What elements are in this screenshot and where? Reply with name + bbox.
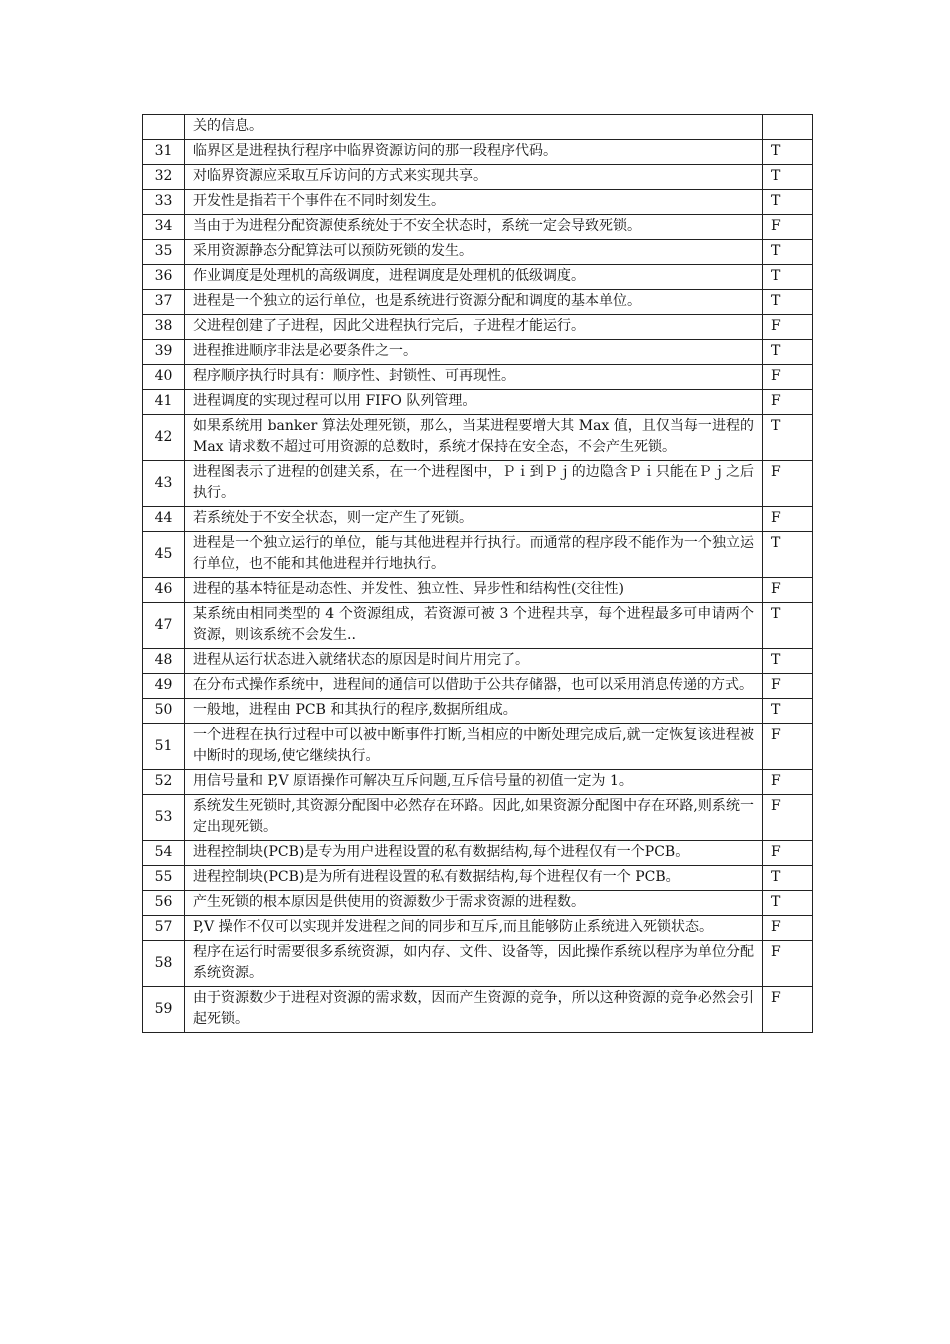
row-statement: 用信号量和 P,V 原语操作可解决互斥问题,互斥信号量的初值一定为 1。 bbox=[185, 770, 763, 795]
row-number: 38 bbox=[143, 315, 185, 340]
table-row bbox=[143, 140, 813, 165]
row-statement: 一般地，进程由 PCB 和其执行的程序,数据所组成。 bbox=[185, 699, 763, 724]
row-answer: F bbox=[763, 916, 813, 941]
row-statement: 进程图表示了进程的创建关系，在一个进程图中，Ｐｉ到Ｐｊ的边隐含Ｐｉ只能在Ｐｊ之后执行。 bbox=[185, 461, 763, 507]
row-number: 36 bbox=[143, 265, 185, 290]
row-statement: P,V 操作不仅可以实现并发进程之间的同步和互斥,而且能够防止系统进入死锁状态。 bbox=[185, 916, 763, 941]
true-false-table bbox=[142, 114, 813, 1033]
row-number: 54 bbox=[143, 841, 185, 866]
table-row bbox=[143, 190, 813, 215]
table-row bbox=[143, 603, 813, 649]
row-statement: 产生死锁的根本原因是供使用的资源数少于需求资源的进程数。 bbox=[185, 891, 763, 916]
row-number: 33 bbox=[143, 190, 185, 215]
table-row bbox=[143, 461, 813, 507]
row-number: 40 bbox=[143, 365, 185, 390]
table-row bbox=[143, 390, 813, 415]
row-answer bbox=[763, 115, 813, 140]
row-answer: F bbox=[763, 365, 813, 390]
row-number: 42 bbox=[143, 415, 185, 461]
table-row bbox=[143, 841, 813, 866]
row-statement: 进程从运行状态进入就绪状态的原因是时间片用完了。 bbox=[185, 649, 763, 674]
row-number: 35 bbox=[143, 240, 185, 265]
table-row bbox=[143, 507, 813, 532]
row-statement: 当由于为进程分配资源使系统处于不安全状态时，系统一定会导致死锁。 bbox=[185, 215, 763, 240]
row-statement: 开发性是指若干个事件在不同时刻发生。 bbox=[185, 190, 763, 215]
row-answer: T bbox=[763, 603, 813, 649]
row-statement: 临界区是进程执行程序中临界资源访问的那一段程序代码。 bbox=[185, 140, 763, 165]
row-number: 44 bbox=[143, 507, 185, 532]
table-row bbox=[143, 265, 813, 290]
row-statement: 在分布式操作系统中，进程间的通信可以借助于公共存储器，也可以采用消息传递的方式。 bbox=[185, 674, 763, 699]
row-answer: T bbox=[763, 190, 813, 215]
row-statement: 进程推进顺序非法是必要条件之一。 bbox=[185, 340, 763, 365]
row-statement: 若系统处于不安全状态，则一定产生了死锁。 bbox=[185, 507, 763, 532]
row-number: 31 bbox=[143, 140, 185, 165]
row-answer: F bbox=[763, 390, 813, 415]
row-answer: T bbox=[763, 265, 813, 290]
row-answer: F bbox=[763, 578, 813, 603]
row-number: 58 bbox=[143, 941, 185, 987]
row-answer: T bbox=[763, 891, 813, 916]
row-number: 46 bbox=[143, 578, 185, 603]
row-number: 47 bbox=[143, 603, 185, 649]
row-number: 56 bbox=[143, 891, 185, 916]
table-row bbox=[143, 340, 813, 365]
row-number: 39 bbox=[143, 340, 185, 365]
row-statement: 作业调度是处理机的高级调度，进程调度是处理机的低级调度。 bbox=[185, 265, 763, 290]
row-answer: F bbox=[763, 987, 813, 1033]
table-row bbox=[143, 315, 813, 340]
row-number: 34 bbox=[143, 215, 185, 240]
row-number: 59 bbox=[143, 987, 185, 1033]
table-row bbox=[143, 365, 813, 390]
table-row bbox=[143, 770, 813, 795]
row-answer: F bbox=[763, 674, 813, 699]
table-row bbox=[143, 115, 813, 140]
row-statement: 进程的基本特征是动态性、并发性、独立性、异步性和结构性(交往性) bbox=[185, 578, 763, 603]
row-statement: 由于资源数少于进程对资源的需求数，因而产生资源的竞争，所以这种资源的竞争必然会引起死锁。 bbox=[185, 987, 763, 1033]
table-row bbox=[143, 215, 813, 240]
row-answer: T bbox=[763, 415, 813, 461]
row-statement: 进程是一个独立运行的单位，能与其他进程并行执行。而通常的程序段不能作为一个独立运行单位，也不能和其他进程并行地执行。 bbox=[185, 532, 763, 578]
row-number: 53 bbox=[143, 795, 185, 841]
row-number: 41 bbox=[143, 390, 185, 415]
table-row bbox=[143, 290, 813, 315]
row-number: 55 bbox=[143, 866, 185, 891]
row-number: 57 bbox=[143, 916, 185, 941]
row-statement: 进程是一个独立的运行单位，也是系统进行资源分配和调度的基本单位。 bbox=[185, 290, 763, 315]
row-number: 48 bbox=[143, 649, 185, 674]
table-row bbox=[143, 795, 813, 841]
row-answer: T bbox=[763, 240, 813, 265]
table-row bbox=[143, 891, 813, 916]
row-number: 45 bbox=[143, 532, 185, 578]
row-statement: 进程调度的实现过程可以用 FIFO 队列管理。 bbox=[185, 390, 763, 415]
row-number: 32 bbox=[143, 165, 185, 190]
row-statement: 一个进程在执行过程中可以被中断事件打断,当相应的中断处理完成后,就一定恢复该进程被中断时的现场,使它继续执行。 bbox=[185, 724, 763, 770]
table-row bbox=[143, 866, 813, 891]
row-answer: F bbox=[763, 941, 813, 987]
table-row bbox=[143, 240, 813, 265]
table-row bbox=[143, 724, 813, 770]
row-answer: T bbox=[763, 532, 813, 578]
table-body bbox=[143, 115, 813, 1033]
row-number: 50 bbox=[143, 699, 185, 724]
row-statement: 系统发生死锁时,其资源分配图中必然存在环路。因此,如果资源分配图中存在环路,则系统一定出现死锁。 bbox=[185, 795, 763, 841]
table-row bbox=[143, 916, 813, 941]
row-number: 51 bbox=[143, 724, 185, 770]
row-answer: F bbox=[763, 724, 813, 770]
row-statement: 关的信息。 bbox=[185, 115, 763, 140]
document-page bbox=[142, 114, 812, 1033]
row-statement: 对临界资源应采取互斥访问的方式来实现共享。 bbox=[185, 165, 763, 190]
row-answer: T bbox=[763, 165, 813, 190]
table-row bbox=[143, 699, 813, 724]
row-answer: T bbox=[763, 649, 813, 674]
row-answer: T bbox=[763, 866, 813, 891]
row-statement: 进程控制块(PCB)是为所有进程设置的私有数据结构,每个进程仅有一个 PCB。 bbox=[185, 866, 763, 891]
row-answer: T bbox=[763, 340, 813, 365]
table-row bbox=[143, 578, 813, 603]
table-row bbox=[143, 532, 813, 578]
row-answer: F bbox=[763, 507, 813, 532]
row-answer: T bbox=[763, 140, 813, 165]
table-row bbox=[143, 941, 813, 987]
row-answer: T bbox=[763, 699, 813, 724]
row-answer: T bbox=[763, 290, 813, 315]
table-row bbox=[143, 165, 813, 190]
row-statement: 某系统由相同类型的 4 个资源组成，若资源可被 3 个进程共享，每个进程最多可申请两个资源，则该系统不会发生.. bbox=[185, 603, 763, 649]
row-answer: F bbox=[763, 770, 813, 795]
row-number: 52 bbox=[143, 770, 185, 795]
row-statement: 父进程创建了子进程，因此父进程执行完后，子进程才能运行。 bbox=[185, 315, 763, 340]
row-statement: 程序在运行时需要很多系统资源，如内存、文件、设备等，因此操作系统以程序为单位分配系统资源。 bbox=[185, 941, 763, 987]
row-answer: F bbox=[763, 215, 813, 240]
row-number: 43 bbox=[143, 461, 185, 507]
row-answer: F bbox=[763, 841, 813, 866]
row-number: 37 bbox=[143, 290, 185, 315]
table-row bbox=[143, 674, 813, 699]
row-statement: 采用资源静态分配算法可以预防死锁的发生。 bbox=[185, 240, 763, 265]
row-answer: F bbox=[763, 461, 813, 507]
table-row bbox=[143, 415, 813, 461]
table-row bbox=[143, 649, 813, 674]
row-statement: 进程控制块(PCB)是专为用户进程设置的私有数据结构,每个进程仅有一个PCB。 bbox=[185, 841, 763, 866]
row-answer: F bbox=[763, 795, 813, 841]
row-number bbox=[143, 115, 185, 140]
row-statement: 程序顺序执行时具有：顺序性、封锁性、可再现性。 bbox=[185, 365, 763, 390]
table-row bbox=[143, 987, 813, 1033]
row-answer: F bbox=[763, 315, 813, 340]
row-statement: 如果系统用 banker 算法处理死锁，那么，当某进程要增大其 Max 值，且仅当每一进程的 Max 请求数不超过可用资源的总数时，系统才保持在安全态，不会产生死锁。 bbox=[185, 415, 763, 461]
row-number: 49 bbox=[143, 674, 185, 699]
